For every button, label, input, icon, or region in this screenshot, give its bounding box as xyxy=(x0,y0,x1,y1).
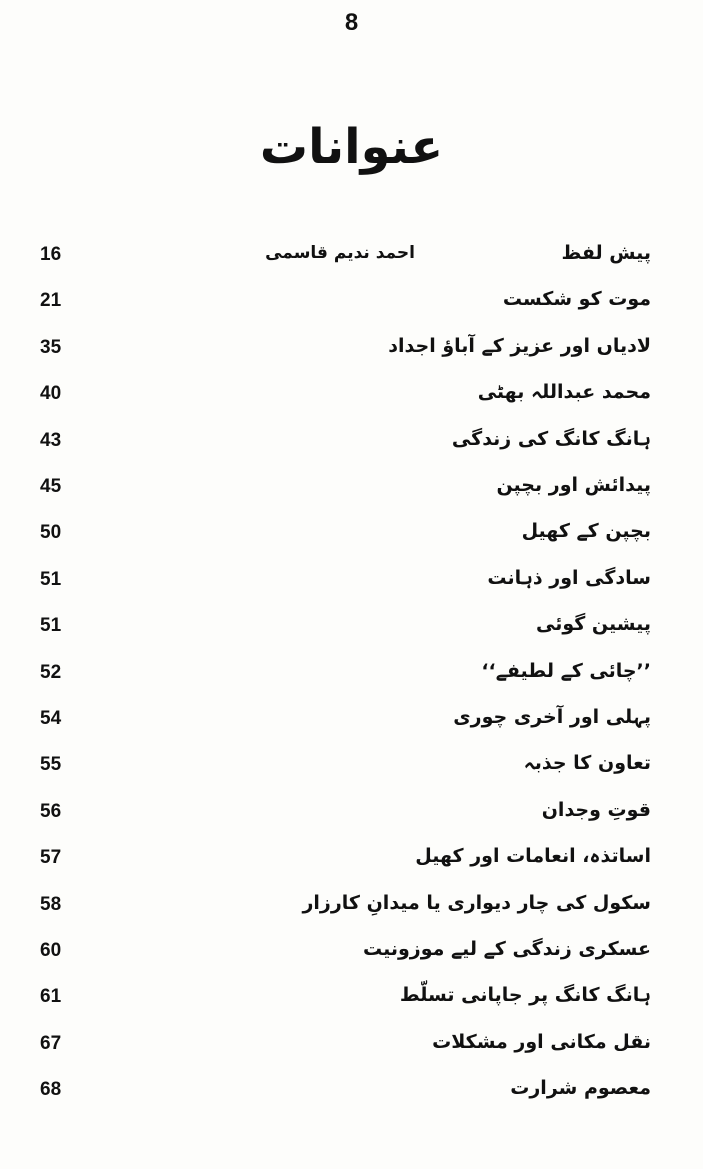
toc-entry-title: لادیاں اور عزیز کے آباؤ اجداد xyxy=(388,334,651,357)
toc-entry xyxy=(0,557,703,603)
toc-entry-title: ہانگ کانگ کی زندگی xyxy=(451,427,651,450)
toc-page-number: 35 xyxy=(40,336,62,358)
table-of-contents xyxy=(0,232,703,1112)
toc-entry xyxy=(0,232,703,278)
toc-entry-title: سادگی اور ذہانت xyxy=(487,566,651,589)
toc-page-number: 56 xyxy=(40,800,62,822)
toc-entry xyxy=(0,650,703,696)
toc-page-number: 50 xyxy=(40,522,62,544)
toc-entry-title: سکول کی چار دیواری یا میدانِ کارزار xyxy=(302,891,651,914)
toc-entry xyxy=(0,1021,703,1067)
toc-entry xyxy=(0,696,703,742)
toc-entry-title: پیش لفظ xyxy=(561,242,651,264)
toc-entry xyxy=(0,882,703,928)
toc-entry-title: ’’چائی کے لطیفے‘‘ xyxy=(481,659,651,682)
toc-entry xyxy=(0,974,703,1020)
toc-entry xyxy=(0,835,703,881)
toc-page-number: 45 xyxy=(40,476,62,497)
toc-page-number: 60 xyxy=(40,940,62,961)
toc-entry-title: تعاون کا جذبہ xyxy=(523,752,651,775)
toc-entry xyxy=(0,278,703,324)
toc-page-number: 58 xyxy=(40,893,62,915)
toc-entry-author: احمد ندیم قاسمی xyxy=(265,243,415,263)
toc-entry-title: پہلی اور آخری چوری xyxy=(453,706,651,728)
toc-page-number: 16 xyxy=(40,244,62,265)
toc-page-number: 61 xyxy=(40,986,62,1008)
toc-page-number: 52 xyxy=(40,661,62,683)
toc-page-number: 55 xyxy=(40,754,62,776)
toc-entry-title: قوتِ وجدان xyxy=(541,798,651,821)
toc-page-number: 57 xyxy=(40,847,62,869)
toc-entry xyxy=(0,325,703,371)
toc-entry-title: اساتذہ، انعامات اور کھیل xyxy=(415,845,651,868)
toc-entry xyxy=(0,371,703,417)
toc-entry xyxy=(0,789,703,835)
toc-page-number: 51 xyxy=(40,568,62,590)
toc-entry-title: عسکری زندگی کے لیے موزونیت xyxy=(362,938,651,960)
toc-entry-title: نقل مکانی اور مشکلات xyxy=(432,1030,651,1053)
toc-entry-title: پیشین گوئی xyxy=(535,613,651,636)
toc-page-number: 21 xyxy=(40,290,62,312)
toc-page-number: 68 xyxy=(40,1079,62,1101)
toc-page-number: 40 xyxy=(40,383,62,405)
toc-entry-title: محمد عبداللہ بھٹی xyxy=(477,381,651,404)
toc-page-number: 51 xyxy=(40,615,62,637)
toc-entry xyxy=(0,418,703,464)
page-number: 8 xyxy=(344,9,359,36)
toc-page-number: 43 xyxy=(40,429,62,451)
toc-entry xyxy=(0,603,703,649)
toc-page-number: 54 xyxy=(40,708,62,729)
page-title: عنوانات xyxy=(259,119,444,175)
toc-entry xyxy=(0,510,703,556)
toc-entry-title: موت کو شکست xyxy=(502,288,651,311)
toc-entry xyxy=(0,928,703,974)
toc-page-number: 67 xyxy=(40,1032,62,1054)
toc-entry-title: پیدائش اور بچپن xyxy=(496,474,651,496)
toc-entry xyxy=(0,464,703,510)
toc-entry-title: بچپن کے کھیل xyxy=(521,520,651,543)
toc-entry-title: معصوم شرارت xyxy=(510,1077,651,1100)
toc-entry-title: ہانگ کانگ پر جاپانی تسلّط xyxy=(399,984,651,1007)
toc-entry xyxy=(0,1067,703,1113)
toc-entry xyxy=(0,742,703,788)
